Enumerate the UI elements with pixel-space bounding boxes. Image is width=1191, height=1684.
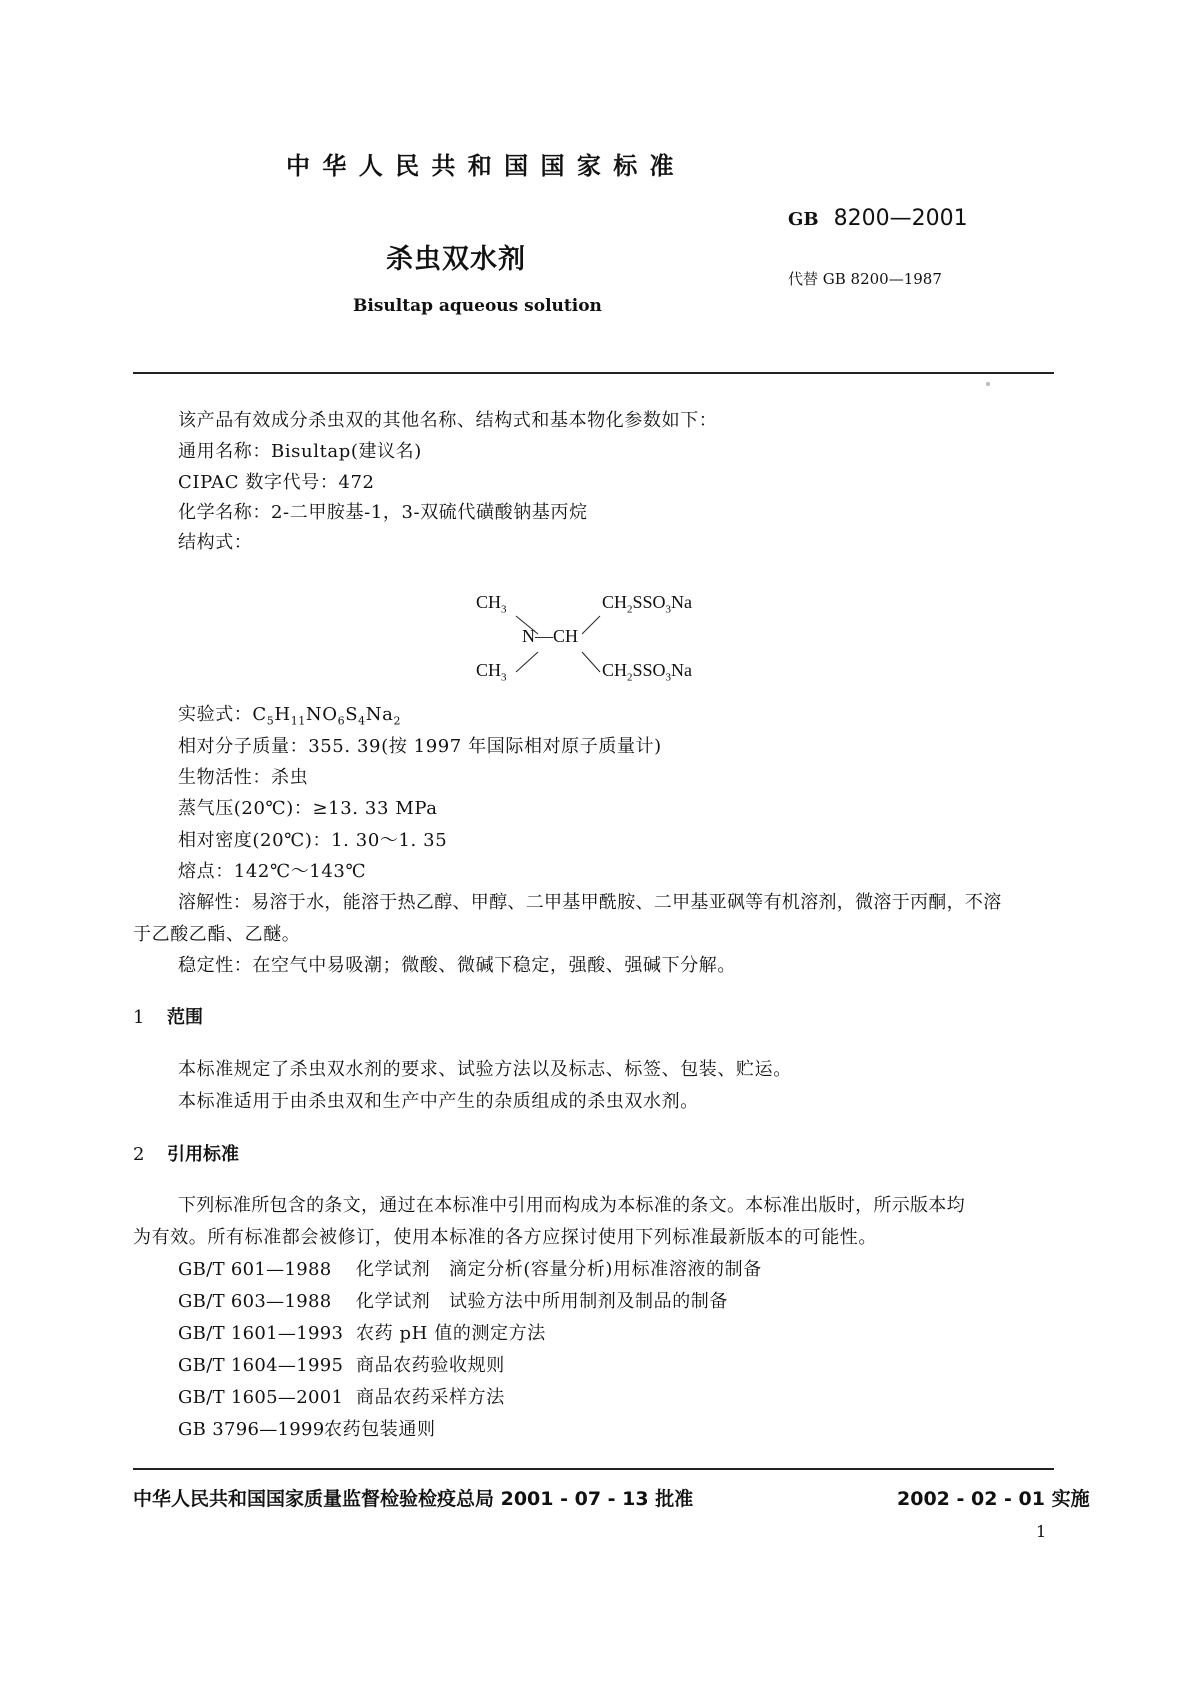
- reference-code: GB/T 603—1988: [178, 1291, 332, 1312]
- melting-point: 熔点：142℃～143℃: [178, 861, 367, 882]
- section-1-number: 1: [133, 1007, 145, 1028]
- formula-right-top: $CH_2SSO_3Na$: [602, 592, 693, 616]
- section-2-paragraph-line-2: 为有效。所有标准都会被修订，使用本标准的各方应探讨使用下列标准最新版本的可能性。: [133, 1227, 877, 1248]
- formula-ch3-top: $CH_3$: [476, 592, 507, 616]
- standard-prefix: GB: [788, 209, 819, 230]
- chemical-name: 化学名称：2-二甲胺基-1，3-双硫代磺酸钠基丙烷: [178, 502, 588, 523]
- reference-title: 化学试剂 试验方法中所用制剂及制品的制备: [356, 1291, 728, 1312]
- standard-category-heading: 中 华 人 民 共 和 国 国 家 标 准: [286, 152, 676, 180]
- section-2-paragraph-line-1: 下列标准所包含的条文，通过在本标准中引用而构成为本标准的条文。本标准出版时，所示版本均: [178, 1195, 965, 1216]
- effective-date: 2002 - 02 - 01 实施: [897, 1488, 1090, 1510]
- structural-formula: [470, 592, 750, 702]
- stability: 稳定性：在空气中易吸潮；微酸、微碱下稳定，强酸、强碱下分解。: [178, 955, 736, 976]
- scan-speck: [986, 382, 990, 386]
- reference-item: [178, 1383, 505, 1409]
- reference-item: [178, 1255, 762, 1281]
- formula-center: N—CH: [522, 626, 579, 646]
- reference-title: 农药 pH 值的测定方法: [356, 1323, 546, 1344]
- intro-lead: 该产品有效成分杀虫双的其他名称、结构式和基本物化参数如下：: [178, 410, 718, 431]
- structure-label: 结构式：: [178, 532, 253, 553]
- reference-item: [178, 1287, 728, 1313]
- reference-code: GB 3796—1999: [178, 1419, 325, 1440]
- page-number: 1: [1036, 1522, 1047, 1541]
- vapor-pressure: 蒸气压(20℃)：≥13. 33 MPa: [178, 798, 438, 819]
- solubility-line-1: 溶解性：易溶于水，能溶于热乙醇、甲醇、二甲基甲酰胺、二甲基亚砜等有机溶剂，微溶于丙酮，不溶: [178, 892, 1002, 913]
- replaces-note: 代替 GB 8200—1987: [788, 270, 942, 288]
- issuer-approval: 中华人民共和国国家质量监督检验检疫总局 2001 - 07 - 13 批准: [133, 1488, 694, 1510]
- reference-title: 农药包装通则: [324, 1419, 436, 1440]
- bioactivity: 生物活性：杀虫: [178, 767, 309, 788]
- english-title: Bisultap aqueous solution: [353, 296, 602, 316]
- reference-item: [178, 1415, 436, 1441]
- molecular-mass: 相对分子质量：355. 39(按 1997 年国际相对原子质量计): [178, 736, 662, 757]
- reference-item: [178, 1319, 546, 1345]
- relative-density: 相对密度(20℃)：1. 30～1. 35: [178, 830, 448, 851]
- reference-code: GB/T 601—1988: [178, 1259, 332, 1280]
- standard-number-value: 8200—2001: [833, 206, 968, 231]
- reference-item: [178, 1351, 505, 1377]
- standard-number: [788, 206, 968, 231]
- document-title: 杀虫双水剂: [386, 244, 526, 275]
- reference-title: 化学试剂 滴定分析(容量分析)用标准溶液的制备: [356, 1259, 762, 1280]
- section-1-title: 范围: [167, 1007, 203, 1028]
- common-name: 通用名称：Bisultap(建议名): [178, 441, 422, 462]
- header-rule: [133, 372, 1054, 374]
- footer-rule: [133, 1468, 1054, 1470]
- section-1-heading: [133, 1003, 203, 1029]
- reference-title: 商品农药验收规则: [356, 1355, 505, 1376]
- section-2-number: 2: [133, 1144, 145, 1165]
- section-1-paragraph-1: 本标准规定了杀虫双水剂的要求、试验方法以及标志、标签、包装、贮运。: [178, 1059, 792, 1080]
- section-2-title: 引用标准: [167, 1144, 239, 1165]
- solubility-line-2: 于乙酸乙酯、乙醚。: [133, 924, 301, 945]
- formula-right-bottom: $CH_2SSO_3Na$: [602, 660, 693, 684]
- formula-ch3-bottom: $CH_3$: [476, 660, 507, 684]
- section-2-heading: [133, 1140, 239, 1166]
- reference-code: GB/T 1604—1995: [178, 1355, 344, 1376]
- section-1-paragraph-2: 本标准适用于由杀虫双和生产中产生的杂质组成的杀虫双水剂。: [178, 1091, 699, 1112]
- reference-title: 商品农药采样方法: [356, 1387, 505, 1408]
- reference-code: GB/T 1605—2001: [178, 1387, 344, 1408]
- cipac-code: CIPAC 数字代号：472: [178, 472, 375, 493]
- empirical-formula: 实验式：$C_5H_{11}NO_6S_4Na_2$: [178, 704, 402, 728]
- reference-code: GB/T 1601—1993: [178, 1323, 344, 1344]
